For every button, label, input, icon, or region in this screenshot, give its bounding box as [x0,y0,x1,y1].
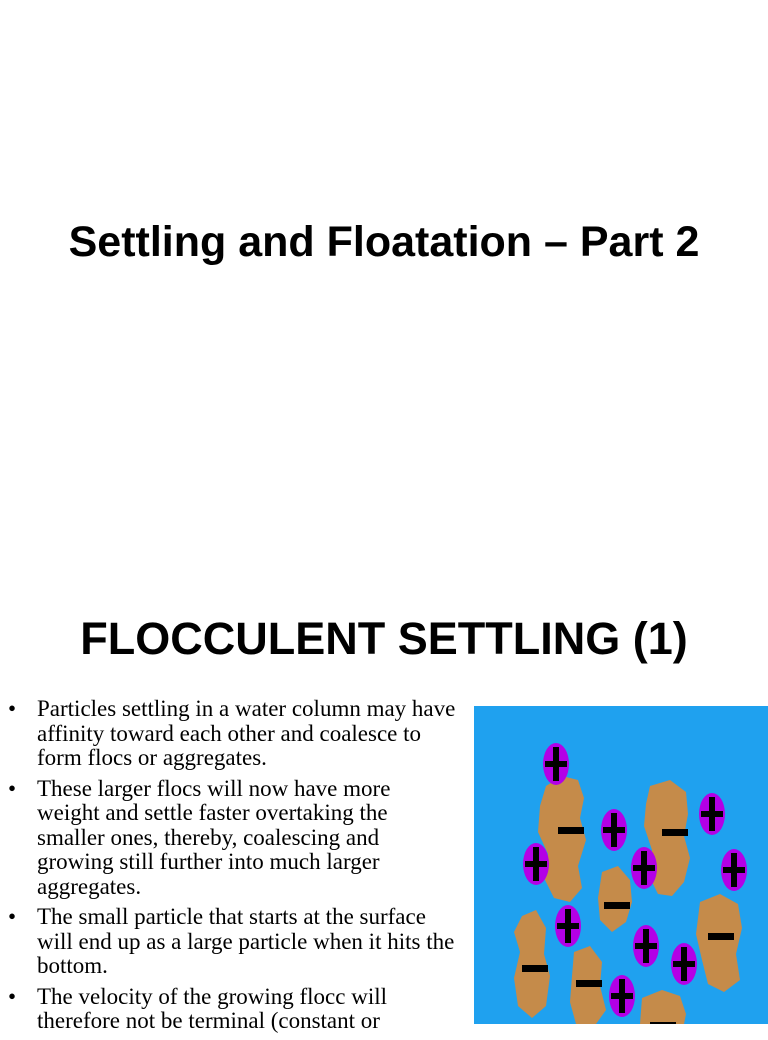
bullet-item-2 [8,777,458,900]
floc-5 [514,910,550,1018]
bullet-text: Particles settling in a water column may have affinity toward each other and coalesce to form flocs or aggregates. [37,696,456,770]
negative-sign [558,827,584,834]
negative-sign [604,902,630,909]
negative-sign [576,980,602,987]
positive-particle [523,843,549,885]
section-title: FLOCCULENT SETTLING (1) [80,613,688,664]
bullet-text: These larger flocs will now have more weight and settle faster overtaking the smaller ones, thereby, coalescing and growing still further into much larger aggregates. [37,775,391,899]
bullet-marker: • [8,696,17,721]
bullet-text: The velocity of the growing flocc will therefore not be terminal (constant or [37,983,388,1033]
positive-particle [601,809,627,851]
positive-particle [609,975,635,1017]
bullet-text: The small particle that starts at the surface will end up as a large particle when it hits the bottom. [37,904,455,978]
floc-diagram-svg [474,706,768,1024]
positive-particle [555,905,581,947]
positive-particle [671,943,697,985]
positive-particle [699,793,725,835]
negative-sign [522,965,548,972]
positive-particle [633,925,659,967]
bullet-item-1 [8,697,458,771]
bullet-item-3 [8,905,458,979]
slide-title: Settling and Floatation – Part 2 [68,218,700,266]
positive-particle [721,849,747,891]
negative-sign [662,829,688,836]
bullet-marker: • [8,775,17,801]
negative-sign [708,933,734,940]
floc-diagram [474,706,768,1024]
positive-particle [631,847,657,889]
positive-particle [543,743,569,785]
bullet-marker: • [8,983,17,1009]
bullet-item-4 [8,985,458,1034]
bullet-marker: • [8,904,17,929]
bullet-list [8,697,458,1040]
